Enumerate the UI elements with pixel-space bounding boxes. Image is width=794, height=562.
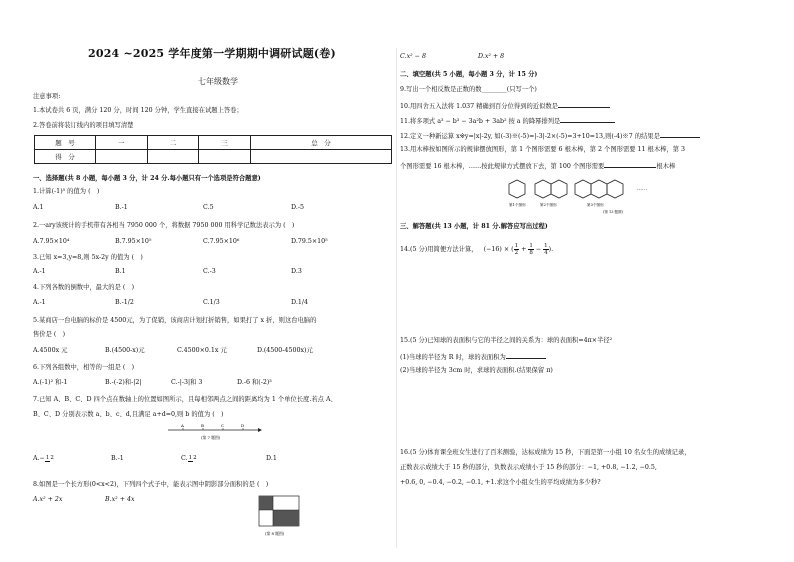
figure-caption: (第 8 题图) xyxy=(265,531,285,536)
option[interactable]: C.1/3 xyxy=(203,299,220,306)
option[interactable]: C.7.95×10⁶ xyxy=(203,238,240,245)
number-line-figure xyxy=(163,422,263,444)
q1-stem: 1.计算(-1)⁵ 的值为 ( ) xyxy=(33,188,100,195)
figure-label: 第3个图形 xyxy=(587,203,604,207)
notice-heading: 注意事项: xyxy=(33,93,61,100)
q8-stem: 8.如图是一个长方形(0<x<2)，下列四个式子中，能表示图中阴影部分面积的是 ( ) xyxy=(33,481,269,488)
option[interactable]: A.7.95×10⁴ xyxy=(33,238,70,245)
score-input-cell[interactable] xyxy=(199,150,251,164)
q6-stem: 6.下列各组数中，相等的一组是 ( ) xyxy=(33,364,135,371)
q13-line-2: 个图形需要 16 根木棒，……按此规律方式摆放下去，第 100 个图形需要 根木棒 xyxy=(400,163,676,170)
rectangle-figure xyxy=(257,494,305,538)
figure-label: 第2个图形 xyxy=(540,203,557,207)
hexagon-shape xyxy=(509,180,525,198)
q7-options xyxy=(33,455,353,463)
q3-stem: 3.已知 x=3,y=8,则 5x-2y 的值为 ( ) xyxy=(33,254,143,261)
section2-heading: 二、填空题(共 5 小题，每小题 3 分，计 15 分) xyxy=(400,71,538,78)
q14: 14.(5 分)用简便方法计算， (−16) × ( $\frac{1}{2}$ + $\frac{1}{8}$ − $\frac{1}{4}$ ). xyxy=(400,243,554,256)
answer-blank[interactable] xyxy=(604,161,656,168)
option[interactable]: C.5 xyxy=(203,204,214,211)
column-divider xyxy=(396,48,397,548)
q16-line-3: +0.6, 0, −0.4, −0.2, −0.1, +1.求这个小组女生的平均成绩为多少秒? xyxy=(400,479,601,486)
q1-options xyxy=(33,204,363,212)
hexagon-shape xyxy=(607,180,623,198)
option[interactable]: C.-|-3|和 3 xyxy=(171,379,203,386)
q7-stem: 7.已知 A、B、C、D 四个点在数轴上的位置如图所示，且每相邻两点之间的距离均为 1 个单位长度.若点 A、 xyxy=(33,396,337,403)
option[interactable]: B.x² + 4x xyxy=(105,496,135,503)
option[interactable]: C.x² − 8 xyxy=(400,53,426,60)
option[interactable]: B.1 xyxy=(115,268,126,275)
option[interactable]: A.x² + 2x xyxy=(33,496,63,503)
option[interactable]: A.(-1)² 和-1 xyxy=(33,379,68,386)
notice-item-1: 1.本试卷共 6 页，满分 120 分，时间 120 分钟，学生直接在试题上答卷； xyxy=(33,107,243,114)
option[interactable]: C.12 xyxy=(181,455,197,462)
figure-label: 第1个图形 xyxy=(509,203,526,207)
notice-item-2: 2.答卷前将装订线内的项目填写清楚 xyxy=(33,122,134,129)
point-label-d: D xyxy=(241,423,245,428)
shaded-region xyxy=(259,496,273,510)
figure-caption: (第 13 题图) xyxy=(603,210,623,214)
score-input-cell[interactable] xyxy=(96,150,148,164)
q15-line-3: (2)当球的半径为 3cm 时，求球的表面积.(结果保留 π) xyxy=(400,367,553,374)
figure-caption: (第 7 题图) xyxy=(201,435,221,440)
shaded-region xyxy=(273,510,299,526)
score-input-cell[interactable] xyxy=(250,150,391,164)
score-table-score-row xyxy=(35,150,392,164)
ellipsis: …… xyxy=(637,186,647,192)
exam-title: 2024 ~2025 学年度第一学期期中调研试题(卷) xyxy=(88,47,336,60)
option[interactable]: B.-(-2)和-|2| xyxy=(105,379,142,386)
q16-line-2: 正数表示成绩大于 15 秒的部分，负数表示成绩小于 15 秒的部分：−1, +0.8, −1.2, −0.5, xyxy=(400,464,657,471)
q4-stem: 4.下列各数的倒数中，最大的是 ( ) xyxy=(33,284,135,291)
answer-blank[interactable] xyxy=(558,101,610,108)
option[interactable]: A.−12 xyxy=(33,455,54,462)
q15-line-2: (1)当球的半径为 R 时，球的表面积为 xyxy=(400,352,546,362)
option[interactable]: C.-3 xyxy=(203,268,216,275)
q6-options xyxy=(33,379,363,387)
score-table-header-row xyxy=(35,136,392,150)
option[interactable]: D.1 xyxy=(266,455,277,462)
option[interactable]: A.4500x 元 xyxy=(33,347,68,354)
answer-blank[interactable] xyxy=(560,116,615,123)
hexagon-pattern-figure xyxy=(505,176,685,216)
option[interactable]: B.(4500-x)元 xyxy=(105,347,145,354)
point-label-a: A xyxy=(181,423,184,428)
hexagon-shape xyxy=(575,180,591,198)
q8-options xyxy=(33,496,233,504)
score-cell: 一 xyxy=(96,136,148,150)
score-cell: 三 xyxy=(199,136,251,150)
q5-stem-2: 售价是 ( ) xyxy=(33,331,66,338)
answer-blank[interactable] xyxy=(660,131,700,138)
option[interactable]: D.(4500-4500x)元 xyxy=(257,347,313,354)
point-label-b: B xyxy=(201,423,204,428)
q7-stem-2: B、C、D 分别表示数 a、b、c、d,且满足 a+d=0,则 b 的值为 ( ) xyxy=(33,411,224,418)
q15-line-1: 15.(5 分)已知球的表面积与它的半径之间的关系为：球的表面积=4π×半径² xyxy=(400,337,613,344)
section3-heading: 三、解答题(共 13 小题，计 81 分.解答应写出过程) xyxy=(400,223,548,230)
answer-blank[interactable] xyxy=(506,352,546,359)
score-cell: 得 分 xyxy=(35,150,96,164)
hexagon-shape xyxy=(551,180,567,198)
q2-stem: 2.一ary该统计的手机带有各相当 7950 000 个，将数据 7950 000 用科学记数法表示为 ( ) xyxy=(33,222,295,229)
option[interactable]: A.-1 xyxy=(33,268,46,275)
q8-options-continued xyxy=(400,53,600,61)
hexagon-shape xyxy=(591,180,607,198)
q5-options xyxy=(33,347,373,355)
q10: 10.用四舍五入法将 1.037 精确到百分位得到的近似数是 xyxy=(400,101,610,111)
q13-line-1: 13.用木棒按如图所示的规律摆放图形，第 1 个图形需要 6 根木棒，第 2 个图形需要 11 根木棒，第 3 xyxy=(400,146,686,153)
q12: 12.定义一种新运算 x※y=|x|-2y, 如(-3)※(-5)=|-3|-2×(-5)=3+10=13,则(-4)※7 的结果是 xyxy=(400,131,700,141)
option[interactable]: D.3 xyxy=(291,268,302,275)
score-input-cell[interactable] xyxy=(147,150,199,164)
option[interactable]: D.-5 xyxy=(291,204,304,211)
hexagon-shape xyxy=(535,180,551,198)
q3-options xyxy=(33,268,363,276)
option[interactable]: C.4500×0.1x 元 xyxy=(177,347,227,354)
q5-stem: 5.某商店一台电脑的标价是 4500元，为了促销，该商店计划打折销售，如果打了 x 折，则这台电脑的 xyxy=(33,317,317,324)
q4-options xyxy=(33,299,363,307)
score-cell: 二 xyxy=(147,136,199,150)
arrow-icon xyxy=(258,428,262,432)
score-table xyxy=(34,135,392,164)
option[interactable]: B.-1 xyxy=(115,204,128,211)
q9: 9.写出一个相反数是正数的数________(只写一个) xyxy=(400,86,537,93)
section1-heading: 一、选择题(共 8 小题，每小题 3 分，计 24 分.每小题只有一个选项是符合题意) xyxy=(33,175,261,182)
option[interactable]: A.-1 xyxy=(33,299,46,306)
q16-line-1: 16.(5 分)体育课全班女生进行了百米测验，达标成绩为 15 秒，下面是第一小组 10 名女生的成绩记录， xyxy=(400,449,691,456)
option[interactable]: D.79.5×10⁵ xyxy=(291,238,328,245)
q11: 11.将多项式 a³ − b³ − 3a²b + 3ab² 按 a 的降幂排列是 xyxy=(400,116,615,126)
score-cell: 总 分 xyxy=(250,136,391,150)
score-cell: 题 号 xyxy=(35,136,96,150)
option[interactable]: B.-1/2 xyxy=(115,299,134,306)
option[interactable]: D.1/4 xyxy=(291,299,308,306)
point-label-c: C xyxy=(221,423,225,428)
option[interactable]: D.x² + 8 xyxy=(478,53,505,60)
option[interactable]: B.7.95×10⁵ xyxy=(115,238,152,245)
q2-options xyxy=(33,238,363,246)
option[interactable]: B.-1 xyxy=(111,455,124,462)
exam-subtitle: 七年级数学 xyxy=(198,77,238,86)
option[interactable]: D.-6 和(-2)³ xyxy=(237,379,272,386)
option[interactable]: A.1 xyxy=(33,204,44,211)
